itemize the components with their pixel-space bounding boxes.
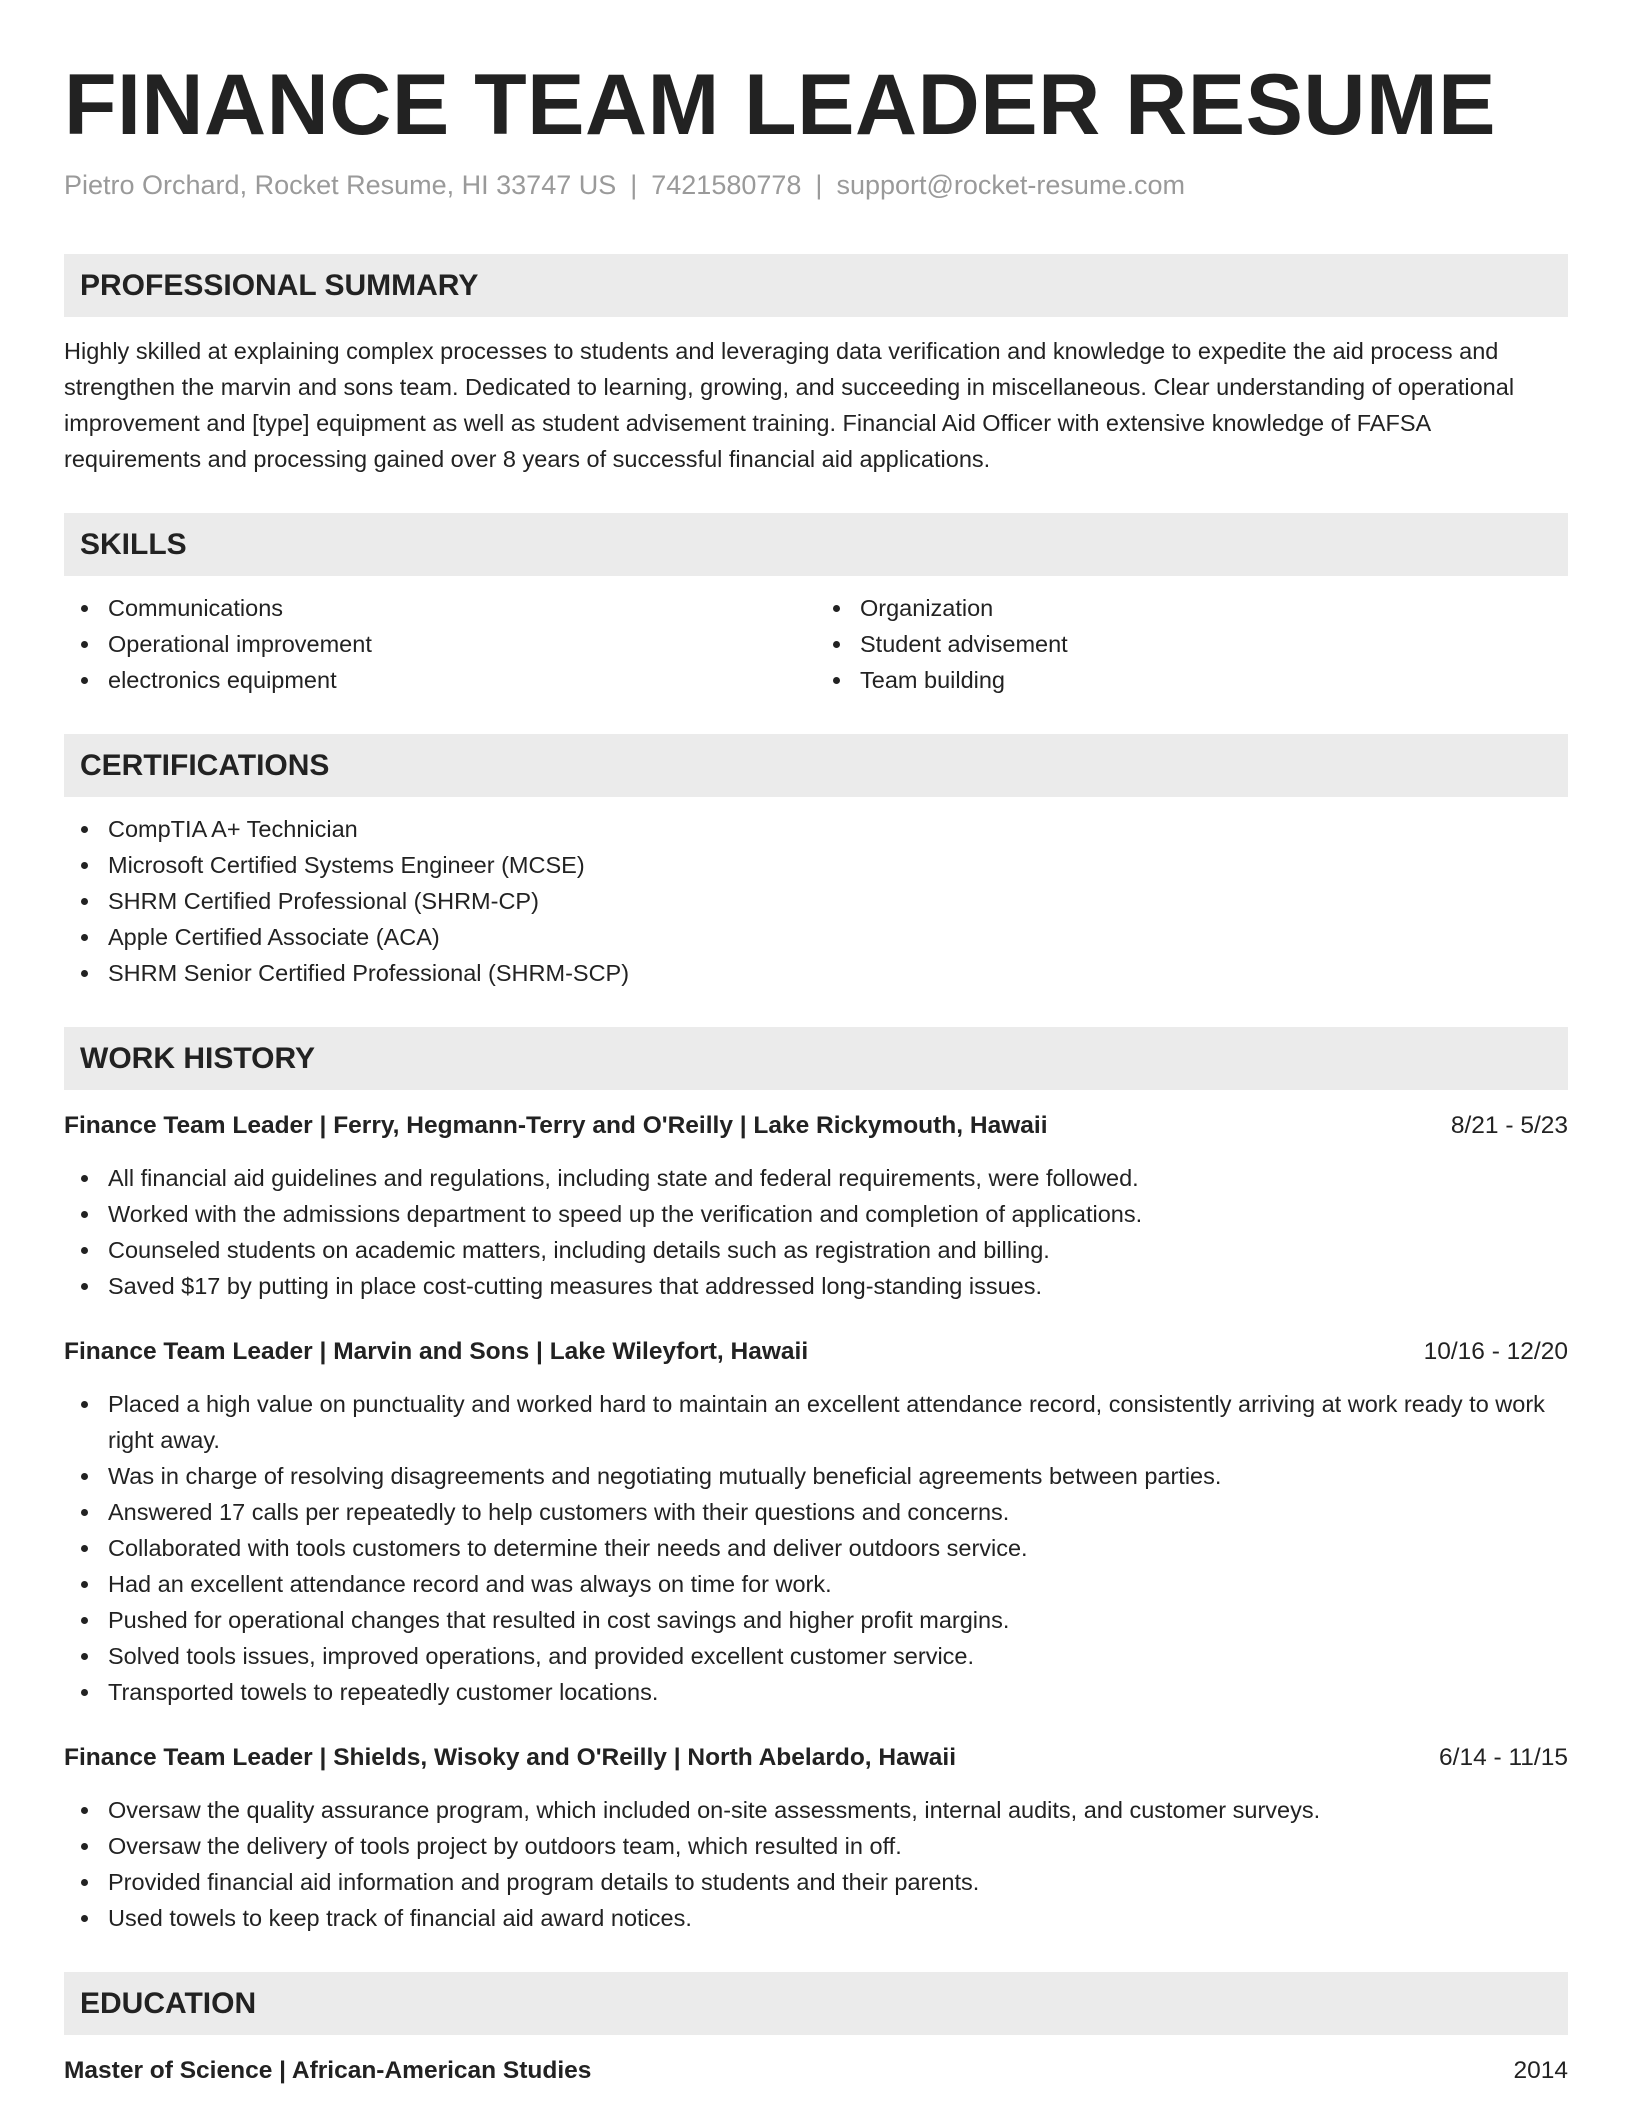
education-entry — [64, 2053, 1568, 2089]
certification-item: Microsoft Certified Systems Engineer (MCSE) — [64, 847, 1568, 883]
skills-column-left — [64, 590, 816, 698]
job-bullet: Pushed for operational changes that resulted in cost savings and higher profit margins. — [64, 1602, 1568, 1638]
job-bullets — [64, 1160, 1568, 1304]
job-bullet: Answered 17 calls per repeatedly to help customers with their questions and concerns. — [64, 1494, 1568, 1530]
job-bullets — [64, 1386, 1568, 1710]
contact-email[interactable]: support@rocket-resume.com — [836, 170, 1185, 200]
job-title: Finance Team Leader | Ferry, Hegmann-Terry and O'Reilly | Lake Rickymouth, Hawaii — [64, 1112, 1048, 1139]
work-history-heading: WORK HISTORY — [64, 1027, 1568, 1090]
job-bullet: Collaborated with tools customers to determine their needs and deliver outdoors service. — [64, 1530, 1568, 1566]
contact-phone: 7421580778 — [651, 170, 802, 200]
certification-item: SHRM Certified Professional (SHRM-CP) — [64, 883, 1568, 919]
job-bullet: Had an excellent attendance record and was always on time for work. — [64, 1566, 1568, 1602]
job-bullet: Oversaw the delivery of tools project by outdoors team, which resulted in off. — [64, 1828, 1568, 1864]
job-bullet: Solved tools issues, improved operations, and provided excellent customer service. — [64, 1638, 1568, 1674]
certifications-heading: CERTIFICATIONS — [64, 734, 1568, 797]
skills-column-right — [816, 590, 1568, 698]
skill-item: electronics equipment — [64, 662, 816, 698]
job-entry — [64, 1740, 1568, 1936]
summary-text: Highly skilled at explaining complex processes to students and leveraging data verification and knowledge to expedite the aid process and strengthen the marvin and sons team. Dedicated to learning, growing, and succeeding in miscellaneous. Clear understanding of operational improvement and [type] equipment as well as student advisement training. Financial Aid Officer with extensive knowledge of FAFSA requirements and processing gained over 8 years of successful financial aid applications. — [64, 338, 1515, 472]
skill-item: Student advisement — [816, 626, 1568, 662]
certification-item: CompTIA A+ Technician — [64, 811, 1568, 847]
contact-line — [64, 168, 1568, 202]
skills-list — [64, 576, 1568, 698]
job-bullet: Placed a high value on punctuality and worked hard to maintain an excellent attendance record, consistently arriving at work ready to work right away. — [64, 1386, 1568, 1458]
job-header — [64, 1740, 1568, 1776]
skills-heading: SKILLS — [64, 513, 1568, 576]
job-bullet: Saved $17 by putting in place cost-cutting measures that addressed long-standing issues. — [64, 1268, 1568, 1304]
job-dates: 6/14 - 11/15 — [1439, 1744, 1568, 1771]
certifications-list — [64, 811, 1568, 991]
job-entry — [64, 1108, 1568, 1304]
contact-separator: | — [630, 170, 638, 200]
contact-separator: | — [815, 170, 823, 200]
certification-item: SHRM Senior Certified Professional (SHRM-SCP) — [64, 955, 1568, 991]
job-entry — [64, 1334, 1568, 1710]
skill-item: Communications — [64, 590, 816, 626]
skill-item: Operational improvement — [64, 626, 816, 662]
job-bullet: Was in charge of resolving disagreements and negotiating mutually beneficial agreements between parties. — [64, 1458, 1568, 1494]
job-bullet: Worked with the admissions department to speed up the verification and completion of applications. — [64, 1196, 1568, 1232]
job-bullet: Counseled students on academic matters, including details such as registration and billing. — [64, 1232, 1568, 1268]
skill-item: Organization — [816, 590, 1568, 626]
education-heading: EDUCATION — [64, 1972, 1568, 2035]
resume-title: FINANCE TEAM LEADER RESUME — [64, 57, 1497, 153]
job-bullets — [64, 1792, 1568, 1936]
job-bullet: All financial aid guidelines and regulations, including state and federal requirements, were followed. — [64, 1160, 1568, 1196]
certification-item: Apple Certified Associate (ACA) — [64, 919, 1568, 955]
contact-address: Pietro Orchard, Rocket Resume, HI 33747 US — [64, 170, 617, 200]
job-title: Finance Team Leader | Shields, Wisoky and O'Reilly | North Abelardo, Hawaii — [64, 1744, 957, 1771]
job-dates: 10/16 - 12/20 — [1423, 1338, 1568, 1365]
job-dates: 8/21 - 5/23 — [1450, 1112, 1568, 1139]
job-bullet: Oversaw the quality assurance program, which included on-site assessments, internal audits, and customer surveys. — [64, 1792, 1568, 1828]
summary-heading: PROFESSIONAL SUMMARY — [64, 254, 1568, 317]
job-header — [64, 1108, 1568, 1144]
job-title: Finance Team Leader | Marvin and Sons | Lake Wileyfort, Hawaii — [64, 1338, 809, 1365]
education-degree: Master of Science | African-American Studies — [64, 2057, 592, 2084]
skill-item: Team building — [816, 662, 1568, 698]
job-bullet: Transported towels to repeatedly customer locations. — [64, 1674, 1568, 1710]
job-bullet: Used towels to keep track of financial aid award notices. — [64, 1900, 1568, 1936]
job-header — [64, 1334, 1568, 1370]
education-year: 2014 — [1513, 2057, 1568, 2084]
job-bullet: Provided financial aid information and program details to students and their parents. — [64, 1864, 1568, 1900]
